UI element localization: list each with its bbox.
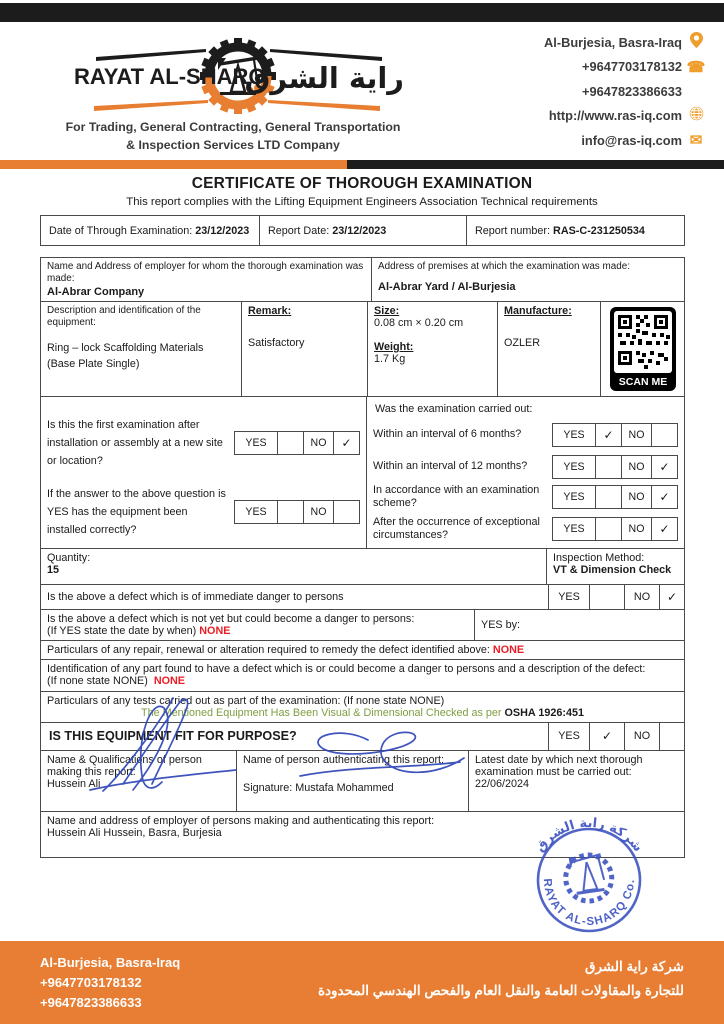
carried-out-option-3 bbox=[373, 484, 678, 511]
signatures-row bbox=[41, 750, 684, 811]
report-number-label: Report number: bbox=[475, 224, 551, 237]
no-label: NO bbox=[624, 723, 659, 750]
carried-out-option-3-yes-checkbox bbox=[595, 486, 621, 508]
qr-caption: SCAN ME bbox=[618, 375, 667, 388]
weight-value: 1.7 Kg bbox=[374, 352, 406, 365]
qr-code bbox=[610, 307, 676, 391]
carried-out-option-2-yes-checkbox bbox=[595, 456, 621, 478]
yes-label: YES bbox=[548, 723, 589, 750]
logo-swoosh-bottom-left bbox=[94, 100, 208, 111]
size-label: Size: bbox=[374, 304, 400, 317]
equipment-desc-label: Description and identification of the equipment: bbox=[47, 304, 201, 329]
size-weight-cell bbox=[367, 302, 497, 396]
stamp-text-en: RAYAT AL-SHARQ Co. bbox=[540, 878, 638, 929]
contact-phone1 bbox=[544, 55, 708, 80]
footer-address: Al-Burjesia, Basra-Iraq bbox=[40, 955, 181, 970]
identification-line2 bbox=[47, 675, 678, 687]
weight-label: Weight: bbox=[374, 340, 414, 353]
quantity-row bbox=[41, 548, 684, 584]
yes-label: YES bbox=[548, 585, 589, 609]
authenticator-signature-line: Signature: Mustafa Mohammed bbox=[243, 781, 394, 794]
quantity-cell bbox=[41, 549, 546, 584]
question-2-yes-checkbox bbox=[277, 501, 303, 523]
header-divider-stripe bbox=[0, 160, 724, 169]
footer-phone1: +9647703178132 bbox=[40, 975, 142, 991]
equipment-desc-cell bbox=[41, 302, 241, 396]
employer-label: Name and Address of employer for whom the thorough examination was made: bbox=[47, 261, 364, 285]
footer-company-arabic bbox=[318, 955, 684, 1002]
carried-out-option-1-yes-checkbox: ✓ bbox=[595, 424, 621, 446]
carried-out-option-4-text: After the occurrence of exceptional circumstances? bbox=[373, 515, 540, 542]
carried-out-option-3-text: In accordance with an examination scheme? bbox=[373, 483, 540, 510]
globe-icon bbox=[684, 106, 708, 125]
footer-company-ar-line2: للتجارة والمقاولات العامة والنقل العام والفحص الهندسي المحدودة bbox=[317, 982, 684, 998]
location-pin-icon bbox=[684, 32, 708, 52]
tagline-line2: & Inspection Services LTD Company bbox=[126, 137, 340, 152]
question-1-checkbox-grid bbox=[234, 431, 360, 455]
repair-value: NONE bbox=[492, 643, 525, 656]
report-employer-value: Hussein Ali Hussein, Basra, Burjesia bbox=[47, 826, 222, 839]
exam-date-cell bbox=[41, 216, 259, 245]
contact-address bbox=[544, 30, 708, 55]
yes-label: YES bbox=[245, 506, 267, 519]
carried-out-option-4-yes-checkbox bbox=[595, 518, 621, 540]
footer-phone2: +9647823386633 bbox=[40, 995, 142, 1011]
quantity-value: 15 bbox=[47, 563, 60, 576]
next-exam-label-line2: examination must be carried out: bbox=[475, 765, 632, 778]
question-2 bbox=[47, 485, 360, 540]
exam-date-label: Date of Through Examination: bbox=[49, 224, 193, 237]
fit-no-checkbox bbox=[659, 723, 684, 750]
manufacture-cell bbox=[497, 302, 600, 396]
equipment-desc-line2: (Base Plate Single) bbox=[47, 357, 140, 370]
question-1-no-checkbox: ✓ bbox=[333, 432, 359, 454]
yes-label: YES bbox=[563, 523, 585, 536]
tests-note-standard: OSHA 1926:451 bbox=[504, 706, 584, 719]
footer-company-ar-line1: شركة راية الشرق bbox=[584, 959, 684, 974]
employer-cell bbox=[41, 258, 371, 301]
carried-out-option-3-grid bbox=[552, 485, 678, 509]
title-block bbox=[0, 175, 724, 208]
potential-danger-line2 bbox=[47, 625, 468, 637]
inspection-method-value: VT & Dimension Check bbox=[553, 563, 672, 576]
logo-swoosh-top-left bbox=[96, 49, 206, 61]
identification-value: NONE bbox=[153, 674, 186, 687]
exam-date-value: 23/12/2023 bbox=[195, 224, 250, 237]
immediate-danger-yes-checkbox bbox=[589, 585, 624, 609]
fit-for-purpose-question: IS THIS EQUIPMENT FIT FOR PURPOSE? bbox=[49, 729, 297, 744]
company-name-en: RAYAT AL-SHARQ bbox=[74, 64, 266, 89]
equipment-row bbox=[41, 301, 684, 396]
header bbox=[0, 22, 724, 160]
top-black-bar bbox=[0, 3, 724, 22]
potential-danger-line1: Is the above a defect which is not yet but could become a danger to persons: bbox=[47, 612, 415, 625]
premises-cell bbox=[371, 258, 684, 301]
company-logo bbox=[12, 24, 464, 124]
company-name-ar: راية الشرق bbox=[244, 61, 404, 95]
maker-label-line1: Name & Qualifications of person bbox=[47, 753, 202, 766]
yes-label: YES bbox=[563, 428, 585, 441]
tagline-line1: For Trading, General Contracting, General Transportation bbox=[65, 120, 401, 134]
identification-line1: Identification of any part found to have a defect which is or could become a danger to persons and a description of the defect: bbox=[47, 662, 646, 675]
carried-out-option-1-grid bbox=[552, 423, 678, 447]
equipment-desc-line1: Ring – lock Scaffolding Materials bbox=[47, 341, 204, 354]
quantity-label: Quantity: bbox=[47, 551, 91, 564]
no-label: NO bbox=[621, 518, 651, 540]
no-label: NO bbox=[624, 585, 659, 609]
potential-danger-row bbox=[41, 609, 684, 640]
remark-label: Remark: bbox=[248, 304, 292, 317]
footer-contact-block bbox=[40, 953, 180, 1013]
tests-line1: Particulars of any tests carried out as part of the examination: (If none state NONE) bbox=[47, 694, 445, 707]
premises-label: Address of premises at which the examination was made: bbox=[378, 261, 630, 272]
contact-address-text: Al-Burjesia, Basra-Iraq bbox=[544, 34, 682, 50]
logo-swoosh-bottom-right bbox=[268, 100, 380, 111]
carried-out-cell bbox=[366, 397, 684, 548]
repair-row bbox=[41, 640, 684, 659]
tests-cell bbox=[41, 692, 684, 722]
carried-out-option-4-grid bbox=[552, 517, 678, 541]
employer-row bbox=[41, 258, 684, 301]
report-maker-cell bbox=[41, 751, 236, 811]
question-2-text: If the answer to the above question is YES has the equipment been installed correctly? bbox=[47, 487, 226, 537]
next-exam-label-line1: Latest date by which next thorough bbox=[475, 753, 643, 766]
carried-out-option-1 bbox=[373, 423, 678, 447]
carried-out-option-3-no-checkbox: ✓ bbox=[651, 486, 677, 508]
next-exam-cell bbox=[468, 751, 684, 811]
carried-out-label: Was the examination carried out: bbox=[375, 402, 533, 415]
identification-cell bbox=[41, 660, 684, 691]
qr-cell bbox=[600, 302, 684, 396]
contact-email bbox=[544, 128, 708, 153]
employer-value: Al-Abrar Company bbox=[47, 285, 145, 298]
carried-out-option-1-no-checkbox bbox=[651, 424, 677, 446]
premises-value: Al-Abrar Yard / Al-Burjesia bbox=[378, 281, 516, 294]
carried-out-option-2-text: Within an interval of 12 months? bbox=[373, 460, 528, 472]
no-label: NO bbox=[621, 424, 651, 446]
report-date-cell bbox=[259, 216, 466, 245]
company-stamp bbox=[518, 806, 660, 948]
yes-label: YES bbox=[563, 491, 585, 504]
carried-out-option-2-no-checkbox: ✓ bbox=[651, 456, 677, 478]
contact-phone1-text: +9647703178132 bbox=[582, 59, 682, 75]
carried-out-option-2 bbox=[373, 455, 678, 479]
first-exam-cell bbox=[41, 397, 366, 548]
size-value: 0.08 cm × 0.20 cm bbox=[374, 316, 464, 329]
svg-text:RAYAT AL-SHARQ Co. bbox=[541, 878, 637, 928]
tests-note: The Mentioned Equipment Has Been Visual & Dimensional Checked as per bbox=[141, 706, 505, 719]
footer bbox=[0, 941, 724, 1024]
contact-website bbox=[544, 104, 708, 129]
report-employer-label: Name and address of employer of persons making and authenticating this report: bbox=[47, 814, 435, 827]
carried-out-option-4-no-checkbox: ✓ bbox=[651, 518, 677, 540]
potential-danger-hint: (If YES state the date by when) bbox=[47, 624, 197, 637]
contact-phone2-text: +9647823386633 bbox=[582, 83, 682, 99]
stripe-orange-segment bbox=[0, 160, 347, 169]
question-2-checkbox-grid bbox=[234, 500, 360, 524]
yes-label: YES bbox=[563, 460, 585, 473]
report-number-value: RAS-C-231250534 bbox=[553, 224, 645, 237]
question-1 bbox=[47, 416, 360, 471]
identification-hint: (If none state NONE) bbox=[47, 674, 148, 687]
stripe-black-segment bbox=[347, 160, 724, 169]
logo-swoosh-top-right bbox=[270, 49, 382, 61]
fit-for-purpose-row bbox=[41, 722, 684, 750]
phone-icon: ☎ bbox=[686, 58, 706, 76]
page-subtitle: This report complies with the Lifting Equipment Engineers Association Technical requirements bbox=[126, 196, 598, 208]
tests-row bbox=[41, 691, 684, 722]
contact-block bbox=[544, 30, 708, 153]
potential-danger-cell bbox=[41, 610, 474, 640]
envelope-icon: ✉ bbox=[689, 132, 703, 150]
report-date-label: Report Date: bbox=[268, 224, 330, 237]
carried-out-option-4 bbox=[373, 516, 678, 543]
fit-yes-checkbox: ✓ bbox=[589, 723, 624, 750]
contact-email-text: info@ras-iq.com bbox=[581, 132, 682, 148]
company-tagline bbox=[8, 119, 458, 155]
potential-danger-value: NONE bbox=[199, 624, 231, 637]
certificate-table bbox=[40, 257, 685, 858]
remark-value: Satisfactory bbox=[248, 336, 305, 349]
no-label: NO bbox=[303, 501, 333, 523]
immediate-danger-row bbox=[41, 584, 684, 609]
manufacture-label: Manufacture: bbox=[504, 304, 572, 317]
stamp-text-ar: شركة راية الشرق bbox=[532, 815, 646, 855]
identification-row bbox=[41, 659, 684, 691]
page-title: CERTIFICATE OF THOROUGH EXAMINATION bbox=[191, 175, 533, 192]
yes-by-cell: YES by: bbox=[474, 610, 684, 640]
tests-note-line bbox=[47, 707, 678, 719]
maker-name: Hussein Ali bbox=[47, 777, 101, 790]
remark-cell bbox=[241, 302, 367, 396]
question-2-no-checkbox bbox=[333, 501, 359, 523]
inspection-method-label: Inspection Method: bbox=[553, 551, 645, 564]
repair-text: Particulars of any repair, renewal or alteration required to remedy the defect identified above: bbox=[47, 643, 490, 656]
report-number-cell bbox=[466, 216, 684, 245]
inspection-method-cell bbox=[546, 549, 684, 584]
immediate-danger-text: Is the above a defect which is of immediate danger to persons bbox=[47, 590, 344, 603]
questions-row bbox=[41, 396, 684, 548]
dates-row bbox=[40, 215, 685, 246]
immediate-danger-no-checkbox: ✓ bbox=[659, 585, 684, 609]
maker-label-line2: making this report: bbox=[47, 765, 136, 778]
question-1-text: Is this the first examination after installation or assembly at a new site or location? bbox=[47, 418, 223, 468]
carried-out-option-1-text: Within an interval of 6 months? bbox=[373, 428, 522, 440]
yes-label: YES bbox=[245, 437, 267, 450]
manufacture-value: OZLER bbox=[504, 336, 540, 349]
no-label: NO bbox=[621, 486, 651, 508]
report-date-value: 23/12/2023 bbox=[332, 224, 387, 237]
repair-cell bbox=[41, 641, 684, 659]
carried-out-option-2-grid bbox=[552, 455, 678, 479]
question-1-yes-checkbox bbox=[277, 432, 303, 454]
next-exam-date: 22/06/2024 bbox=[475, 777, 530, 790]
contact-website-text: http://www.ras-iq.com bbox=[548, 108, 682, 124]
no-label: NO bbox=[303, 432, 333, 454]
no-label: NO bbox=[621, 456, 651, 478]
authenticator-label: Name of person authenticating this report: bbox=[243, 753, 445, 766]
authenticator-cell bbox=[236, 751, 468, 811]
contact-phone2 bbox=[544, 79, 708, 104]
